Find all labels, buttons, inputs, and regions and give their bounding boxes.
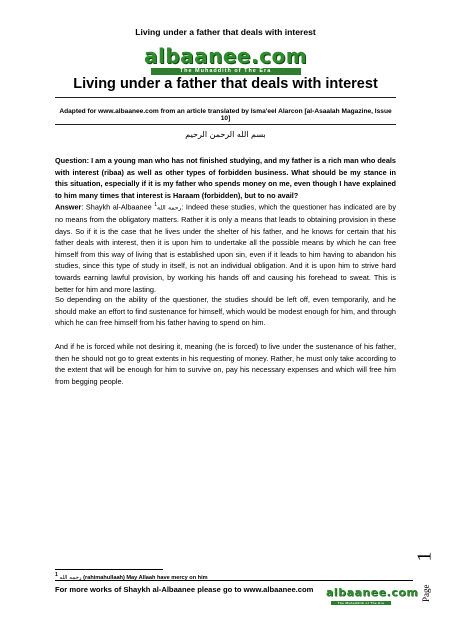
footer-logo-text: albaanee.com [326, 586, 419, 599]
page-word: Page [421, 584, 431, 602]
body-paragraph-2: So depending on the ability of the questioner, the studies should be left off, even temporarily, and he should make an effort to find sustenance for himself, which would be modest enough for him, and through which he can free himself from his father having to spend on him. [55, 295, 396, 328]
footnote-number: 1 [55, 572, 58, 578]
body-paragraph-3: And if he is forced while not desiring it, meaning (he is forced) to live under the sustenance of his father, then he should not go to great extents in his requesting of money. Rather, he must only take according to the extent that will be enough for him to survive on, pay his necessary expenses and which will free him from begging people. [55, 342, 396, 386]
running-header: Living under a father that deals with interest [135, 27, 316, 37]
answer-name: : Shaykh al-Albaanee [81, 202, 155, 212]
footnote-text: (rahimahullaah) May Allaah have mercy on him [81, 574, 208, 581]
logo-text: albaanee.com [143, 44, 308, 68]
answer-label: Answer [55, 202, 82, 212]
footer-text: For more works of Shaykh al-Albaanee please go to www.albaanee.com [55, 585, 314, 594]
answer-paragraph [55, 200, 396, 295]
logo-tagline: The Muhaddith of The Era [151, 68, 301, 75]
page-number: 1 [413, 551, 436, 562]
page-title: Living under a father that deals with interest [73, 76, 378, 92]
footnote-divider [55, 569, 163, 570]
footer-divider [55, 580, 413, 581]
site-logo [0, 46, 451, 75]
footnote-ref[interactable]: 1 [154, 202, 157, 208]
footer-logo-tagline: The Muhaddith of The Era [331, 601, 391, 605]
answer-arabic: رحمه الله [157, 204, 182, 212]
attribution-divider [55, 124, 396, 125]
basmala: بسم الله الرحمن الرحيم [185, 130, 266, 139]
footer-logo[interactable] [326, 583, 419, 605]
question-paragraph: Question: I am a young man who has not finished studying, and my father is a rich man who deals with interest (ribaa) as well as other types of forbidden business. What should be my stance in this situation, especially if it is my father who spends money on me, even though I have explained to him many times that interest is Haraam (forbidden), but to no avail? [55, 156, 396, 200]
source-attribution: Adapted for www.albaanee.com from an article translated by Isma'eel Alarcon [al-Asaalah Magazine, Issue 10] [59, 108, 392, 122]
title-divider [55, 97, 396, 98]
footnote-arabic: رحمه الله [59, 574, 82, 581]
answer-text: : Indeed these studies, which the questioner has indicated are by no means from the obligatory matters. Rather it is only a means that leads to obtaining provision in these days. So if it is the case that he lives under the shelter of his father, and he knows for certain that his father deals with interest, then it is upon him to undertake all the possible means by which he can free himself from this way of living that is established upon sin, even if it leads to him having to abandon his studies, since this type of study in itself, is not an individual obligation. And it is upon him to strive hard towards earning lawful provision, by working his hands off and causing his forehead to sweat. This is better for him and more lasting. [55, 202, 396, 294]
